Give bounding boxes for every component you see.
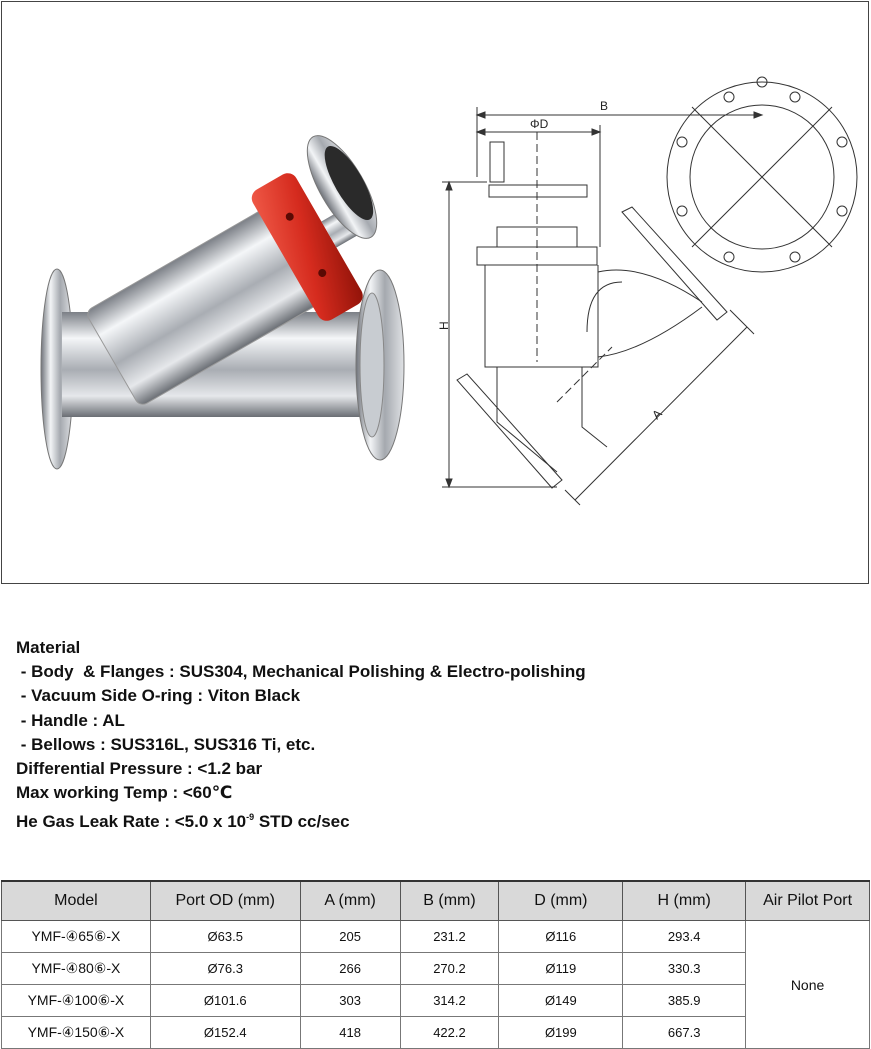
column-header-b: B (mm) [400,881,499,921]
figure-svg [2,2,870,585]
column-header-a: A (mm) [300,881,400,921]
cell-port-od: Ø63.5 [150,921,300,953]
spec-line: - Bellows : SUS316L, SUS316 Ti, etc. [16,734,316,754]
cell-port-od: Ø101.6 [150,985,300,1017]
cell-h: 293.4 [623,921,746,953]
spec-line: - Body & Flanges : SUS304, Mechanical Polishing & Electro-polishing [16,662,586,682]
cell-a: 303 [300,985,400,1017]
cell-model: YMF-④65⑥-X [2,921,151,953]
spec-line: Differential Pressure : <1.2 bar [16,759,263,779]
dim-label-d: ΦD [530,117,549,131]
cell-b: 422.2 [400,1017,499,1049]
product-figure [1,1,869,584]
spec-line: - Handle : AL [16,710,125,730]
table-row [2,1017,870,1049]
cell-b: 314.2 [400,985,499,1017]
cell-d: Ø149 [499,985,623,1017]
cell-b: 270.2 [400,953,499,985]
cell-h: 385.9 [623,985,746,1017]
cell-model: YMF-④80⑥-X [2,953,151,985]
cell-d: Ø199 [499,1017,623,1049]
cell-b: 231.2 [400,921,499,953]
column-header-model: Model [2,881,151,921]
specs-heading: Material [16,638,81,657]
cell-model: YMF-④100⑥-X [2,985,151,1017]
table-row [2,953,870,985]
cell-model: YMF-④150⑥-X [2,1017,151,1049]
table-row [2,985,870,1017]
dimension-drawing [442,77,857,505]
leak-prefix: He Gas Leak Rate : <5.0 x 10 [16,812,247,832]
cell-a: 418 [300,1017,400,1049]
cell-a: 205 [300,921,400,953]
cell-h: 330.3 [623,953,746,985]
spec-line-leak-rate [16,805,586,834]
cell-port-od: Ø152.4 [150,1017,300,1049]
column-header-port-od: Port OD (mm) [150,881,300,921]
table-row [2,921,870,953]
cell-d: Ø116 [499,921,623,953]
dim-label-h: H [437,321,451,330]
dim-label-b: B [600,99,609,113]
table-header-row [2,881,870,921]
leak-suffix: STD cc/sec [254,812,350,832]
column-header-air-pilot-port: Air Pilot Port [746,881,870,921]
cell-air-pilot-port: None [746,921,870,1049]
cell-h: 667.3 [623,1017,746,1049]
spec-line: Max working Temp : <60℃ [16,783,233,803]
cell-d: Ø119 [499,953,623,985]
leak-exponent: -9 [246,812,255,823]
spec-line: - Vacuum Side O-ring : Viton Black [16,686,301,706]
valve-photo [41,126,404,469]
spec-table [1,880,870,1049]
dim-label-a: A [649,406,665,423]
material-specs [16,636,586,835]
column-header-d: D (mm) [499,881,623,921]
column-header-h: H (mm) [623,881,746,921]
cell-port-od: Ø76.3 [150,953,300,985]
cell-a: 266 [300,953,400,985]
